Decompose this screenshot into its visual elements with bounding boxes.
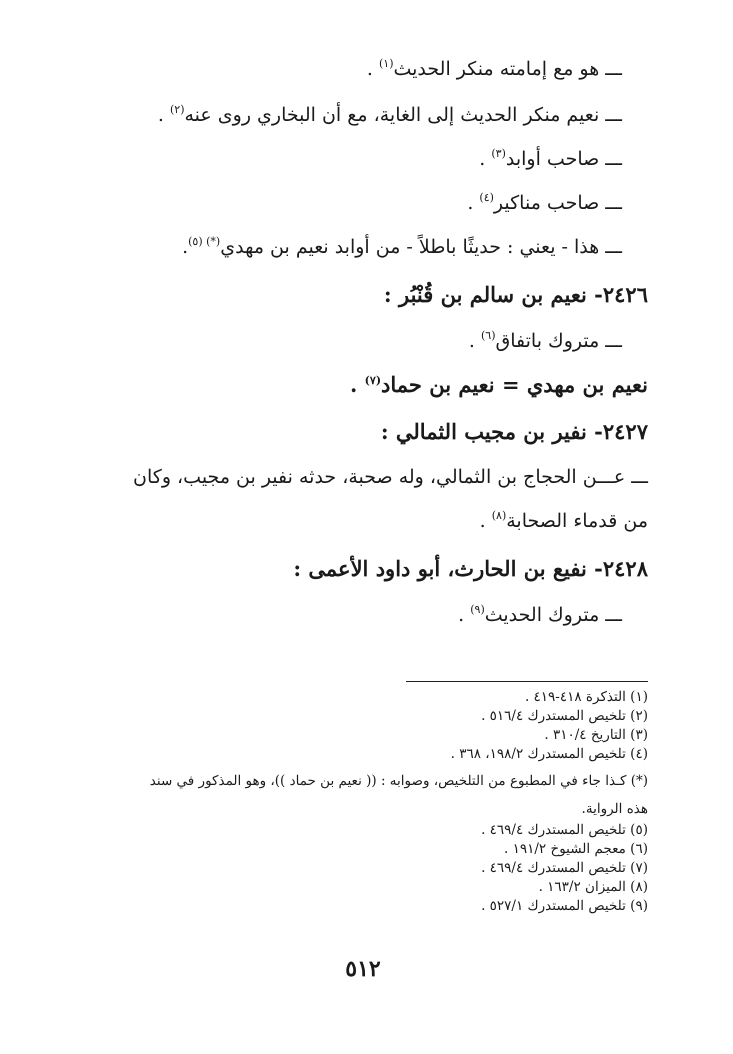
line-text: ـــ صاحب مناكير <box>493 192 622 214</box>
footnote: (٣) التاريخ ٣١٠/٤ . <box>544 727 648 743</box>
cross-reference-text: نعيم بن مهدي = نعيم بن حماد <box>381 372 648 397</box>
line-end: . <box>366 58 379 80</box>
page <box>78 44 648 1034</box>
line-end: . <box>458 604 471 626</box>
page-number: ٥١٢ <box>345 956 381 982</box>
footnote: هذه الرواية. <box>581 801 648 817</box>
line-text: ـــ متروك باتفاق <box>495 330 622 352</box>
line-end: . <box>157 104 170 126</box>
line-end: . <box>182 236 189 258</box>
text-line <box>78 190 622 216</box>
line-text: ـــ متروك الحديث <box>484 604 622 626</box>
text-line <box>78 102 622 128</box>
footnote-ref[interactable]: (٣) <box>491 147 506 160</box>
line-text: من قدماء الصحابة <box>506 510 648 532</box>
footnote: (*) كـذا جاء في المطبوع من التلخيص، وصوابه : (( نعيم بن حماد ))، وهو المذكور في سند <box>149 773 648 789</box>
footnote: (٧) تلخيص المستدرك ٤٦٩/٤ . <box>481 860 648 876</box>
footnote-ref[interactable]: (*) (٥) <box>188 235 221 248</box>
line-end: . <box>479 148 492 170</box>
footnote-separator <box>406 681 648 682</box>
text-line <box>78 508 648 534</box>
text-line <box>78 234 622 260</box>
footnote: (٨) الميزان ١٦٣/٢ . <box>538 879 648 895</box>
footnote: (٤) تلخيص المستدرك ١٩٨/٢، ٣٦٨ . <box>450 746 648 762</box>
line-text: ـــ صاحب أوابد <box>505 148 622 170</box>
footnote: (١) التذكرة ٤١٨-٤١٩ . <box>524 689 648 705</box>
text-line <box>78 602 622 628</box>
entry-heading-2428: ٢٤٢٨- نفيع بن الحارث، أبو داود الأعمى : <box>293 556 648 581</box>
footnote: (٦) معجم الشيوخ ١٩١/٢ . <box>504 841 648 857</box>
text-line <box>78 328 622 354</box>
footnote: (٥) تلخيص المستدرك ٤٦٩/٤ . <box>481 822 648 838</box>
line-end: . <box>350 372 365 397</box>
text-line: ـــ عـــن الحجاج بن الثمالي، وله صحبة، حدثه نفير بن مجيب، وكان <box>133 466 648 488</box>
line-text: ـــ هذا - يعني : حديثًا باطلاً - من أوابد نعيم بن مهدي <box>220 236 622 258</box>
line-end: . <box>468 330 481 352</box>
text-line <box>78 146 622 172</box>
footnote-ref[interactable]: (٨) <box>491 509 507 522</box>
entry-heading-2427: ٢٤٢٧- نفير بن مجيب الثمالي : <box>380 419 648 444</box>
footnote-ref[interactable]: (٤) <box>479 191 494 204</box>
line-end: . <box>467 192 480 214</box>
line-text: ـــ نعيم منكر الحديث إلى الغاية، مع أن البخاري روى عنه <box>184 104 622 126</box>
text-line <box>78 56 622 82</box>
footnote-ref[interactable]: (٧) <box>364 374 382 387</box>
line-text: ـــ هو مع إمامته منكر الحديث <box>393 58 622 80</box>
entry-heading-2426: ٢٤٢٦- نعيم بن سالم بن قُنْبُر : <box>383 282 648 307</box>
footnote: (٢) تلخيص المستدرك ٥١٦/٤ . <box>481 708 648 724</box>
line-end: . <box>479 510 492 532</box>
footnote-ref[interactable]: (٦) <box>480 329 496 342</box>
footnote-ref[interactable]: (٢) <box>169 103 185 116</box>
cross-reference <box>78 372 648 398</box>
footnote-ref[interactable]: (٩) <box>470 603 485 616</box>
footnote-ref[interactable]: (١) <box>378 57 394 70</box>
footnote: (٩) تلخيص المستدرك ٥٢٧/١ . <box>481 898 648 914</box>
